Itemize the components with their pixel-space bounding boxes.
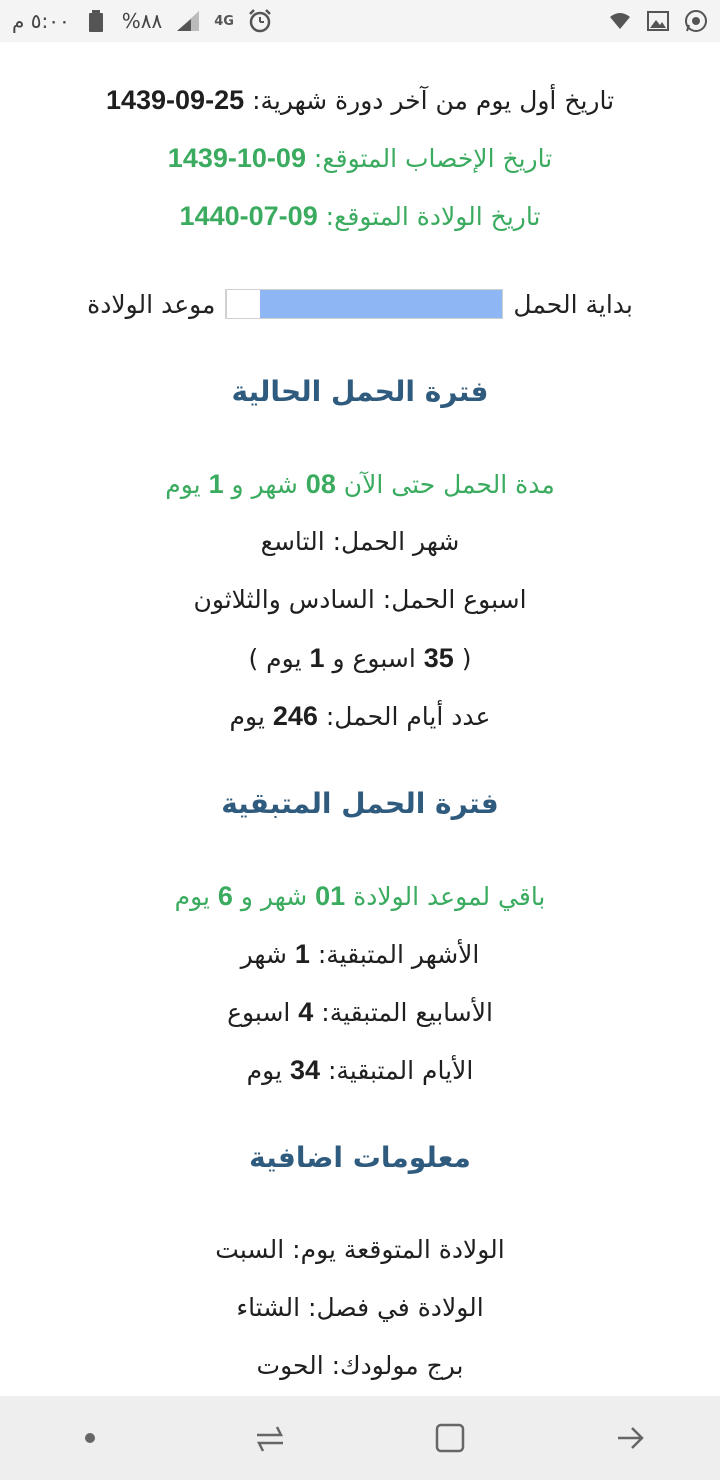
whatsapp-icon xyxy=(684,9,708,33)
remaining-weeks-line xyxy=(0,994,720,1031)
pregnancy-week-line: اسبوع الحمل: السادس والثلاثون xyxy=(193,585,527,614)
weeks-days-line xyxy=(0,640,720,677)
weeks-number: 35 xyxy=(423,643,454,673)
days-value: 246 xyxy=(272,701,318,731)
battery-icon xyxy=(84,9,108,33)
remaining-days-label: الأيام المتبقية: xyxy=(327,1056,474,1085)
wifi-icon xyxy=(608,9,632,33)
weeks-mid: اسبوع و xyxy=(332,644,416,673)
remaining-period-heading: فترة الحمل المتبقية xyxy=(221,787,499,820)
status-bar xyxy=(0,0,720,42)
pregnancy-days-line xyxy=(0,698,720,735)
remaining-until-birth-line xyxy=(0,878,720,915)
duration-suffix: يوم xyxy=(165,470,201,499)
pregnancy-summary xyxy=(0,42,720,1396)
birth-day-line: الولادة المتوقعة يوم: السبت xyxy=(215,1235,505,1264)
duration-days: 1 xyxy=(208,469,224,499)
current-period-heading: فترة الحمل الحالية xyxy=(231,375,489,408)
remaining-days-line xyxy=(0,1052,720,1089)
duration-prefix: مدة الحمل حتى الآن xyxy=(343,470,555,499)
remaining-prefix: باقي لموعد الولادة xyxy=(353,882,546,911)
dot-icon[interactable] xyxy=(60,1408,120,1468)
due-date-line xyxy=(0,198,720,235)
progress-end-label: موعد الولادة xyxy=(87,289,216,319)
remaining-weeks-value: 4 xyxy=(298,997,314,1027)
status-right xyxy=(608,9,708,33)
remaining-days-value: 34 xyxy=(289,1055,321,1085)
last-period-value: 25-09-1439 xyxy=(105,85,245,115)
days-label: عدد أيام الحمل: xyxy=(325,702,491,731)
duration-mid: شهر و xyxy=(231,470,298,499)
remaining-months-label: الأشهر المتبقية: xyxy=(317,940,480,969)
clock-text: ٥:٠٠ م xyxy=(12,9,70,33)
progress-bar xyxy=(225,289,503,319)
progress-start-label: بداية الحمل xyxy=(513,289,633,319)
recent-apps-icon[interactable] xyxy=(240,1408,300,1468)
duration-months: 08 xyxy=(305,469,336,499)
ovulation-label: تاريخ الإخصاب المتوقع: xyxy=(313,144,553,173)
birth-season-line: الولادة في فصل: الشتاء xyxy=(236,1293,484,1322)
gallery-icon xyxy=(646,9,670,33)
ovulation-value: 09-10-1439 xyxy=(167,143,306,173)
network-type: 4G xyxy=(214,13,234,29)
status-left xyxy=(12,9,272,33)
progress-remaining xyxy=(226,290,259,318)
weeks-suffix: يوم ) xyxy=(248,644,302,673)
pregnancy-progress xyxy=(0,286,720,322)
remaining-weeks-unit: اسبوع xyxy=(227,998,291,1027)
remaining-months-count: 01 xyxy=(315,881,346,911)
remaining-months-value: 1 xyxy=(294,939,310,969)
duration-so-far-line xyxy=(0,466,720,503)
progress-fill xyxy=(260,290,503,318)
remaining-days-unit: يوم xyxy=(246,1056,283,1085)
remaining-suffix: يوم xyxy=(174,882,210,911)
home-icon[interactable] xyxy=(420,1408,480,1468)
days-unit: يوم xyxy=(229,702,265,731)
remaining-days-count: 6 xyxy=(217,881,233,911)
remaining-months-unit: شهر xyxy=(240,940,287,969)
weeks-days: 1 xyxy=(309,643,325,673)
alarm-icon xyxy=(248,9,272,33)
battery-percent: %٨٨ xyxy=(121,9,163,33)
remaining-weeks-label: الأسابيع المتبقية: xyxy=(321,998,493,1027)
back-icon[interactable] xyxy=(600,1408,660,1468)
last-period-line xyxy=(0,82,720,119)
weeks-open: ( xyxy=(461,644,472,673)
remaining-months-line xyxy=(0,936,720,973)
navigation-bar xyxy=(0,1396,720,1480)
due-date-label: تاريخ الولادة المتوقع: xyxy=(325,202,541,231)
pregnancy-month-line: شهر الحمل: التاسع xyxy=(260,527,460,556)
remaining-mid: شهر و xyxy=(240,882,308,911)
due-date-value: 09-07-1440 xyxy=(179,201,318,231)
extra-info-heading: معلومات اضافية xyxy=(249,1141,471,1174)
signal-icon xyxy=(176,9,200,33)
zodiac-line: برج مولودك: الحوت xyxy=(256,1351,464,1380)
ovulation-line xyxy=(0,140,720,177)
last-period-label: تاريخ أول يوم من آخر دورة شهرية: xyxy=(252,86,615,115)
